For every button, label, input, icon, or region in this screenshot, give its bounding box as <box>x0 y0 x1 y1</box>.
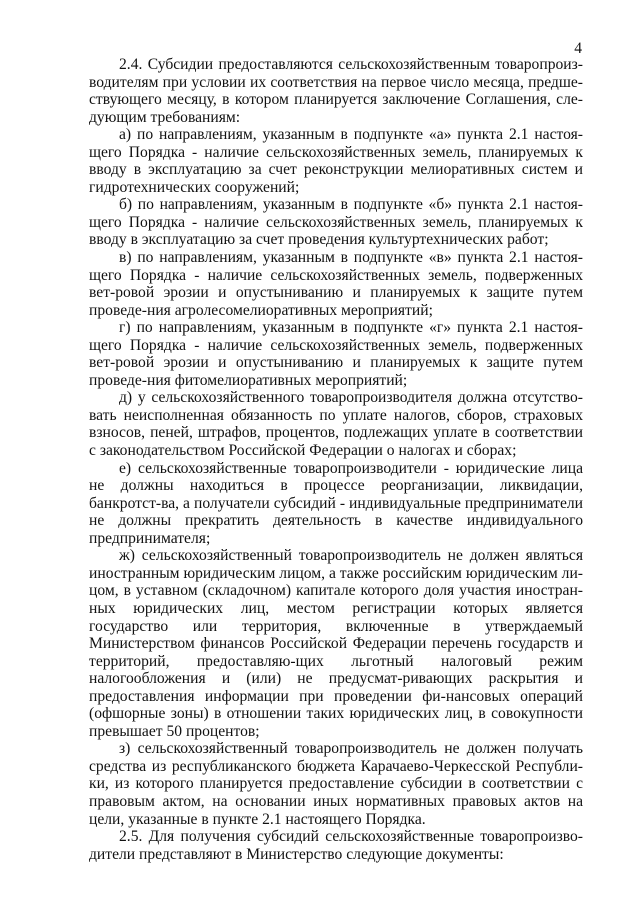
paragraph-item-g: г) по направлениям, указанным в подпункте «г» пункта 2.1 настоя-щего Порядка - наличие сельскохозяйственных земель, подверженных вет-ровой эрозии и опустыниванию и планируемых к защите путем проведе-ния фитомелиоративных мероприятий; <box>89 319 583 389</box>
paragraph-item-d: д) у сельскохозяйственного товаропроизводителя должна отсутство-вать неисполненная обязанность по уплате налогов, сборов, страховых взносов, пеней, штрафов, процентов, подлежащих уплате в соответствии с законодательством Российской Федерации о налогах и сборах; <box>89 389 583 460</box>
page-number: 4 <box>574 40 582 57</box>
paragraph-item-e: е) сельскохозяйственные товаропроизводители - юридические лица не должны находиться в процессе реорганизации, ликвидации, банкротст-ва, а получатели субсидий - индивидуальные предприниматели не должны прекратить деятельность в качестве индивидуального предпринимателя; <box>89 459 583 547</box>
document-body <box>89 56 583 863</box>
paragraph-2-4: 2.4. Субсидии предоставляются сельскохозяйственным товаропроиз-водителям при условии их соответствия на первое число месяца, предше-ствующего месяцу, в котором планируется заключение Соглашения, сле-дующим требованиям: <box>89 56 583 126</box>
paragraph-item-a: а) по направлениям, указанным в подпункте «а» пункта 2.1 настоя-щего Порядка - наличие сельскохозяйственных земель, планируемых к вводу в эксплуатацию за счет реконструкции мелиоративных систем и гидротехнических сооружений; <box>89 126 583 196</box>
paragraph-2-5: 2.5. Для получения субсидий сельскохозяйственные товаропроизво-дители представляют в Министерство следующие документы: <box>89 828 583 863</box>
paragraph-item-z: з) сельскохозяйственный товаропроизводитель не должен получать средства из республиканского бюджета Карачаево-Черкесской Республи-ки, из которого планируется предоставление субсидии в соответствии с правовым актом, на основании иных нормативных правовых актов на цели, указанные в пункте 2.1 настоящего Порядка. <box>89 740 583 828</box>
paragraph-item-b: б) по направлениям, указанным в подпункте «б» пункта 2.1 настоя-щего Порядка - наличие сельскохозяйственных земель, планируемых к вводу в эксплуатацию за счет проведения культуртехнических работ; <box>89 196 583 249</box>
paragraph-item-v: в) по направлениям, указанным в подпункте «в» пункта 2.1 настоя-щего Порядка - наличие сельскохозяйственных земель, подверженных вет-ровой эрозии и опустыниванию и планируемых к защите путем проведе-ния агролесомелиоративных мероприятий; <box>89 249 583 319</box>
paragraph-item-zh: ж) сельскохозяйственный товаропроизводитель не должен являться иностранным юридическим лицом, а также российским юридическим ли-цом, в уставном (складочном) капитале которого доля участия иностран-ных юридических лиц, местом регистрации которых является государство или территория, включенные в утверждаемый Министерством финансов Российской Федерации перечень государств и территорий, предоставляю-щих льготный налоговый режим налогообложения и (или) не предусмат-ривающих раскрытия и предоставления информации при проведении фи-нансовых операций (офшорные зоны) в отношении таких юридических лиц, в совокупности превышает 50 процентов; <box>89 547 583 740</box>
